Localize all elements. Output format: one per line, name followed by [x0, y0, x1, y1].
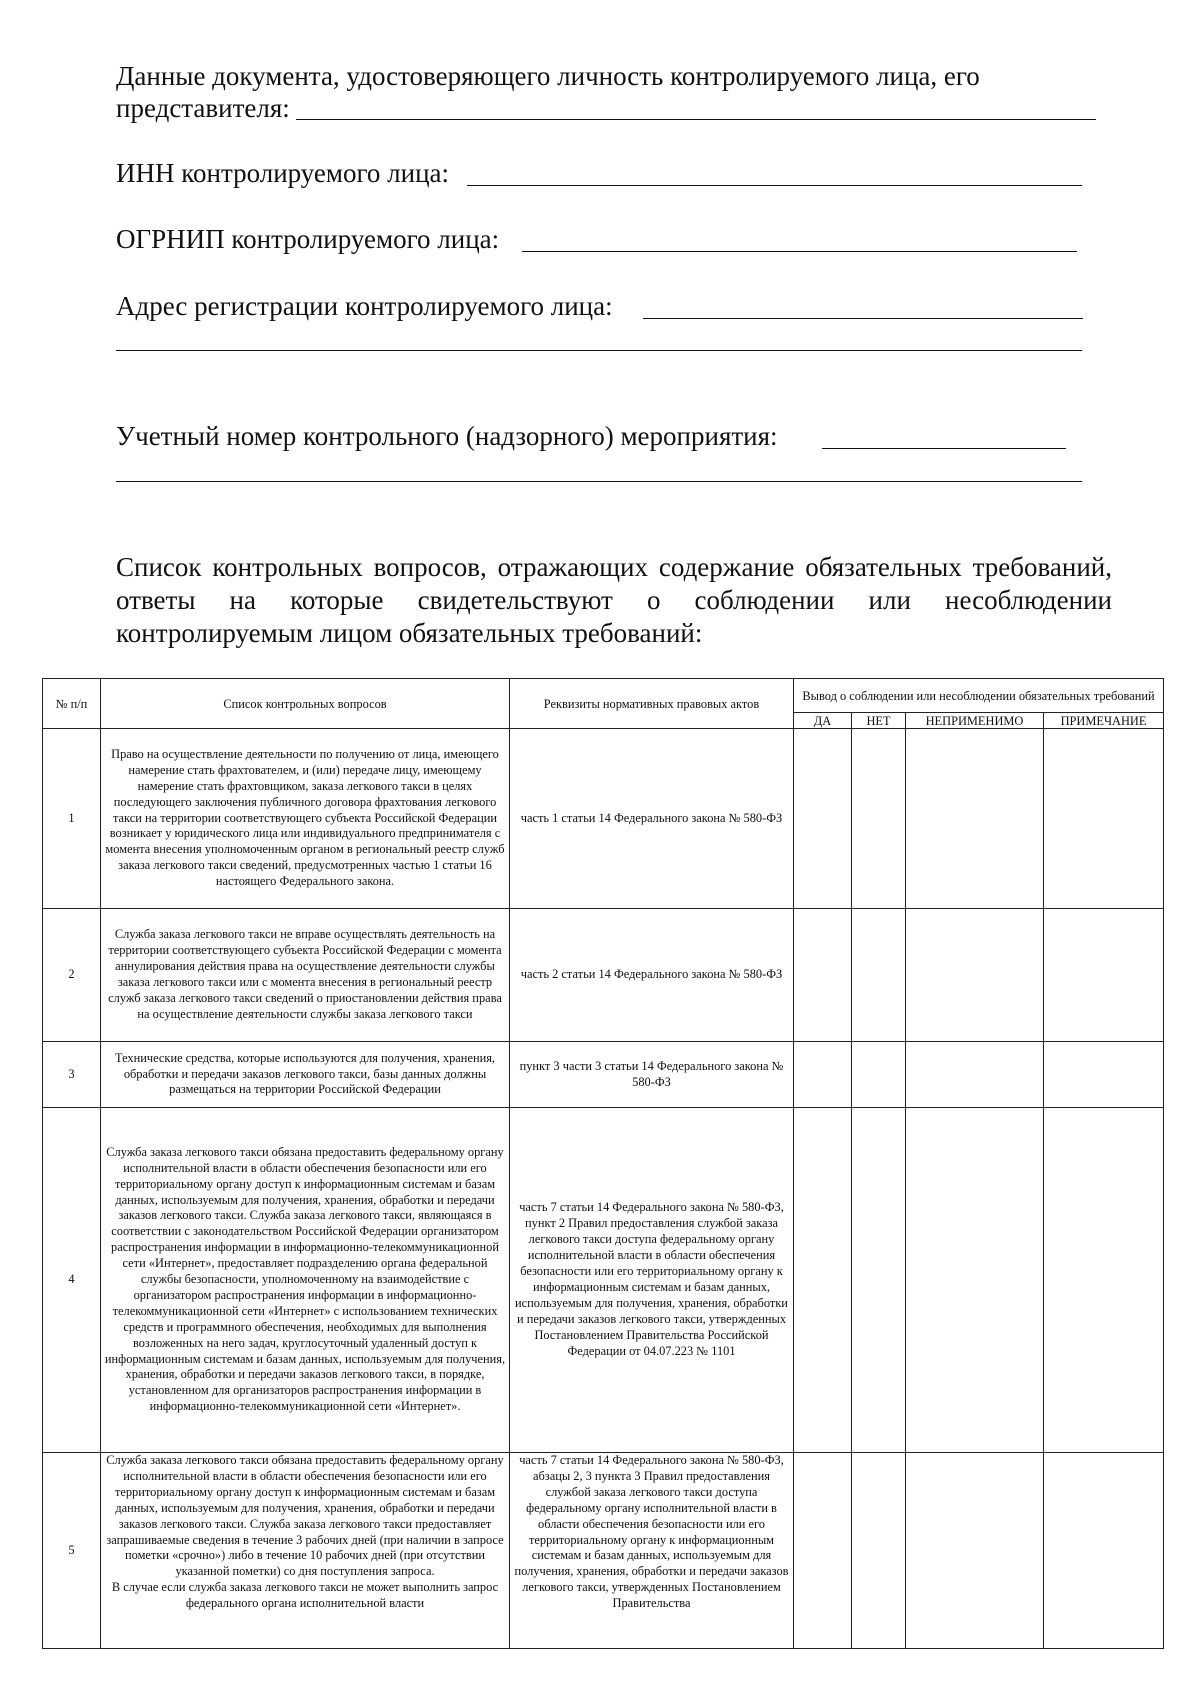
- row-act: часть 2 статьи 14 Федерального закона № 580-ФЗ: [510, 909, 794, 1042]
- answer-yes-cell[interactable]: [794, 1108, 852, 1453]
- row-question-wrapper: [104, 1453, 506, 1612]
- answer-na-cell[interactable]: [906, 1453, 1044, 1649]
- header-conclusion: Вывод о соблюдении или несоблюдении обязательных требований: [794, 679, 1164, 713]
- inn-label: ИНН контролируемого лица:: [116, 158, 450, 188]
- row-question: Право на осуществление деятельности по получению от лица, имеющего намерение стать фрахтователем, и (или) передаче лицу, имеющему намерение стать фрахтовщиком, заказа легкового такси в целях последующего заключения публичного договора фрахтования легкового такси на территории соответствующего субъекта Российской Федерации возникает у юридического лица или индивидуального предпринимателя с момента внесения уполномоченным органом в региональный реестр служб заказа легкового такси сведений, предусмотренных частью 1 статьи 16 настоящего Федерального закона.: [101, 729, 510, 909]
- answer-no-cell[interactable]: [852, 1453, 906, 1649]
- table-row: [43, 909, 1164, 1042]
- answer-note-cell[interactable]: [1044, 729, 1164, 909]
- row-question-extra: В случае если служба заказа легкового такси не может выполнить запрос федерального органа исполнительной власти: [111, 1580, 499, 1611]
- answer-na-cell[interactable]: [906, 1108, 1044, 1453]
- answer-no-cell[interactable]: [852, 1042, 906, 1108]
- address-label: Адрес регистрации контролируемого лица:: [116, 291, 613, 321]
- checklist-table: [42, 678, 1164, 1649]
- answer-note-cell[interactable]: [1044, 1108, 1164, 1453]
- record-number-blank-line2[interactable]: [116, 481, 1082, 482]
- table-row: [43, 1042, 1164, 1108]
- table-row: [43, 1108, 1164, 1453]
- ogrnip-label: ОГРНИП контролируемого лица:: [116, 224, 500, 254]
- row-num: 5: [43, 1453, 101, 1649]
- row-question: Служба заказа легкового такси обязана предоставить федеральному органу исполнительной власти в области обеспечения безопасности или его территориальному органу доступ к информационным системам и базам данных, используемым для получения, хранения, обработки и передачи заказов легкового такси. Служба заказа легкового такси предоставляет запрашиваемые сведения в течение 3 рабочих дней (при наличии в запросе пометки «срочно») либо в течение 10 рабочих дней (при отсутствии указанной пометки) со дня поступления запроса.: [106, 1453, 504, 1579]
- row-question-cell: [101, 1453, 510, 1649]
- answer-no-cell[interactable]: [852, 1108, 906, 1453]
- header-yes: ДА: [794, 713, 852, 729]
- header-note: ПРИМЕЧАНИЕ: [1044, 713, 1164, 729]
- answer-yes-cell[interactable]: [794, 1453, 852, 1649]
- record-number-blank[interactable]: [822, 448, 1066, 449]
- row-num: 3: [43, 1042, 101, 1108]
- table-header-row: [43, 679, 1164, 713]
- inn-blank[interactable]: [467, 185, 1082, 186]
- answer-yes-cell[interactable]: [794, 729, 852, 909]
- address-blank[interactable]: [643, 318, 1083, 319]
- row-act: часть 1 статьи 14 Федерального закона № 580-ФЗ: [510, 729, 794, 909]
- id-document-label-line2: представителя:: [116, 93, 290, 123]
- answer-note-cell[interactable]: [1044, 909, 1164, 1042]
- table-row: [43, 729, 1164, 909]
- header-na: НЕПРИМЕНИМО: [906, 713, 1044, 729]
- answer-note-cell[interactable]: [1044, 1042, 1164, 1108]
- ogrnip-blank[interactable]: [522, 251, 1077, 252]
- answer-yes-cell[interactable]: [794, 1042, 852, 1108]
- row-num: 4: [43, 1108, 101, 1453]
- id-document-blank[interactable]: [296, 119, 1096, 120]
- header-acts: Реквизиты нормативных правовых актов: [510, 679, 794, 729]
- header-no: НЕТ: [852, 713, 906, 729]
- row-question: Технические средства, которые используются для получения, хранения, обработки и передачи заказов легкового такси, базы данных должны размещаться на территории Российской Федерации: [101, 1042, 510, 1108]
- header-num: № п/п: [43, 679, 101, 729]
- row-act: часть 7 статьи 14 Федерального закона № 580-ФЗ, абзацы 2, 3 пункта 3 Правил предоставления службой заказа легкового такси доступа федеральному органу исполнительной власти в области обеспечения безопасности или его территориальному органу к информационным системам и базам данных, используемым для получения, хранения, обработки и передачи заказов легкового такси, утвержденных Постановлением Правительства: [514, 1453, 789, 1611]
- table-row: [43, 1453, 1164, 1649]
- answer-note-cell[interactable]: [1044, 1453, 1164, 1649]
- row-question: Служба заказа легкового такси обязана предоставить федеральному органу исполнительной власти в области обеспечения безопасности или его территориальному органу доступ к информационным системам и базам данных, используемым для получения, хранения, обработки и передачи заказов легкового такси. Служба заказа легкового такси, являющаяся в соответствии с законодательством Российской Федерации организатором распространения информации в информационно-телекоммуникационной сети «Интернет», предоставляет подразделению органа федеральной службы безопасности, уполномоченному на взаимодействие с организатором распространения информации в информационно-телекоммуникационной сети «Интернет» с использованием технических средств и программного обеспечения, необходимых для выполнения возложенных на него задач, круглосуточный удаленный доступ к информационным системам и базам данных, используемым для получения, хранения, обработки и передачи заказов легкового такси, в порядке, установленном для организаторов распространения информации в информационно-телекоммуникационной сети «Интернет».: [101, 1108, 510, 1453]
- record-number-label: Учетный номер контрольного (надзорного) мероприятия:: [116, 421, 778, 451]
- answer-yes-cell[interactable]: [794, 909, 852, 1042]
- answer-no-cell[interactable]: [852, 909, 906, 1042]
- answer-na-cell[interactable]: [906, 729, 1044, 909]
- address-blank-line2[interactable]: [116, 350, 1082, 351]
- checklist-intro: Список контрольных вопросов, отражающих содержание обязательных требований, ответы на которые свидетельствуют о соблюдении или несоблюдении контролируемым лицом обязательных требований:: [116, 552, 1112, 648]
- answer-na-cell[interactable]: [906, 1042, 1044, 1108]
- row-num: 2: [43, 909, 101, 1042]
- row-act: пункт 3 части 3 статьи 14 Федерального закона № 580-ФЗ: [510, 1042, 794, 1108]
- row-act-cell: [510, 1453, 794, 1649]
- row-act: часть 7 статьи 14 Федерального закона № 580-ФЗ, пункт 2 Правил предоставления службой заказа легкового такси доступа федеральному органу исполнительной власти в области обеспечения безопасности или его территориальному органу к информационным системам и базам данных, используемым для получения, хранения, обработки и передачи заказов легкового такси, утвержденных Постановлением Правительства Российской Федерации от 04.07.223 № 1101: [510, 1108, 794, 1453]
- row-question: Служба заказа легкового такси не вправе осуществлять деятельность на территории соответствующего субъекта Российской Федерации с момента аннулирования действия права на осуществление деятельности службы заказа легкового такси или с момента внесения в региональный реестр служб заказа легкового такси сведений о приостановлении действия права на осуществление деятельности службы заказа легкового такси: [101, 909, 510, 1042]
- id-document-label-line1: Данные документа, удостоверяющего личность контролируемого лица, его: [116, 61, 980, 91]
- row-num: 1: [43, 729, 101, 909]
- answer-no-cell[interactable]: [852, 729, 906, 909]
- answer-na-cell[interactable]: [906, 909, 1044, 1042]
- header-questions: Список контрольных вопросов: [101, 679, 510, 729]
